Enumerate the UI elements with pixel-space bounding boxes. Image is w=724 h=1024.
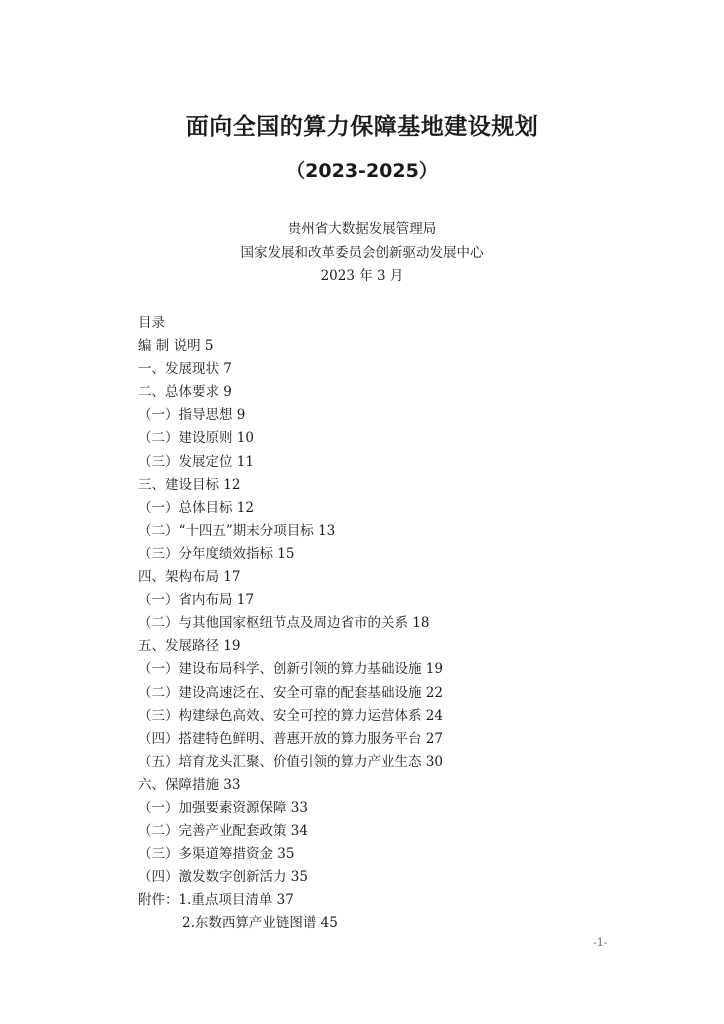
toc-item[interactable]: （三）构建绿色高效、安全可控的算力运营体系 24 [138,707,443,724]
toc-item[interactable]: （二）与其他国家枢纽节点及周边省市的关系 18 [138,615,430,632]
toc-item[interactable]: 五、发展路径 19 [138,638,241,655]
toc-item[interactable]: （四）搭建特色鲜明、普惠开放的算力服务平台 27 [138,730,443,747]
table-of-contents [138,312,443,936]
toc-item[interactable]: 四、架构布局 17 [138,569,241,586]
toc-item[interactable]: （一）总体目标 12 [138,499,254,516]
document-title: 面向全国的算力保障基地建设规划 [185,114,539,140]
issuer-1: 贵州省大数据发展管理局 [287,221,437,237]
toc-item[interactable]: （一）加强要素资源保障 33 [138,799,308,816]
issuer-2: 国家发展和改革委员会创新驱动发展中心 [240,245,484,261]
toc-item[interactable]: （四）激发数字创新活力 35 [138,869,308,886]
toc-item[interactable]: 附件：1.重点项目清单 37 [138,892,294,909]
toc-item[interactable]: （一）指导思想 9 [138,407,246,424]
toc-item[interactable]: 六、保障措施 33 [138,776,241,793]
toc-item[interactable]: 三、建设目标 12 [138,476,241,493]
toc-item[interactable]: （一）省内布局 17 [138,592,254,609]
toc-item[interactable]: 编 制 说明 5 [138,338,214,355]
toc-item[interactable]: （三）分年度绩效指标 15 [138,545,295,562]
publication-date: 2023 年 3 月 [320,268,404,284]
toc-item[interactable]: （二）完善产业配套政策 34 [138,823,308,840]
toc-item[interactable]: （三）发展定位 11 [138,453,254,470]
document-subtitle: （2023-2025） [286,160,438,182]
toc-item[interactable]: 二、总体要求 9 [138,384,232,401]
toc-heading: 目录 [138,315,165,331]
toc-item[interactable]: （一）建设布局科学、创新引领的算力基础设施 19 [138,661,443,678]
toc-item[interactable]: （二）建设高速泛在、安全可靠的配套基础设施 22 [138,684,443,701]
toc-item[interactable]: （五）培育龙头汇聚、价值引领的算力产业生态 30 [138,753,443,770]
toc-item[interactable]: （三）多渠道筹措资金 35 [138,846,295,863]
toc-item[interactable]: 2.东数西算产业链图谱 45 [182,915,338,932]
toc-item[interactable]: （二）“十四五”期末分项目标 13 [138,522,336,539]
page-number: -1- [593,936,608,949]
toc-item[interactable]: （二）建设原则 10 [138,430,254,447]
toc-item[interactable]: 一、发展现状 7 [138,361,232,378]
